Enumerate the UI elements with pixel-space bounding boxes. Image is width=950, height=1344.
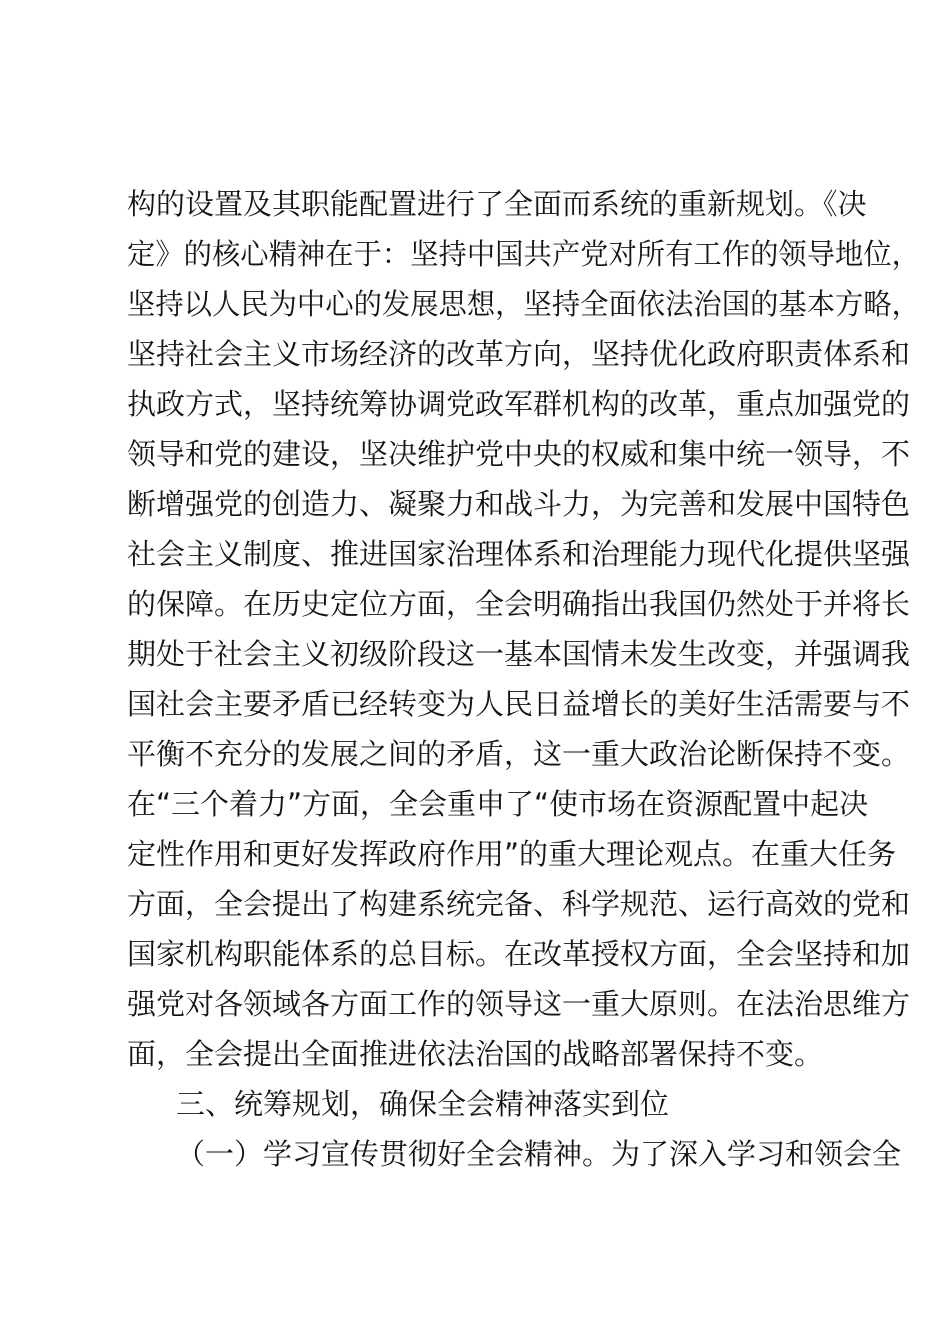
- text-line: 国社会主要矛盾已经转变为人民日益增长的美好生活需要与不: [127, 687, 911, 721]
- section-heading: 三、统筹规划，确保全会精神落实到位: [176, 1087, 670, 1121]
- text-line: 定》的核心精神在于：坚持中国共产党对所有工作的领导地位，: [127, 237, 921, 271]
- text-line: 国家机构职能体系的总目标。在改革授权方面，全会坚持和加: [127, 937, 911, 971]
- text-line: 坚持以人民为中心的发展思想，坚持全面依法治国的基本方略，: [127, 287, 921, 321]
- text-line: 社会主义制度、推进国家治理体系和治理能力现代化提供坚强: [127, 537, 911, 571]
- text-line: 断增强党的创造力、凝聚力和战斗力，为完善和发展中国特色: [127, 487, 911, 521]
- text-line: 领导和党的建设，坚决维护党中央的权威和集中统一领导，不: [127, 437, 911, 471]
- text-line: 强党对各领域各方面工作的领导这一重大原则。在法治思维方: [127, 987, 911, 1021]
- text-line: 坚持社会主义市场经济的改革方向，坚持优化政府职责体系和: [127, 337, 911, 371]
- text-line: 方面，全会提出了构建系统完备、科学规范、运行高效的党和: [127, 887, 911, 921]
- text-line: 的保障。在历史定位方面，全会明确指出我国仍然处于并将长: [127, 587, 911, 621]
- text-line: 构的设置及其职能配置进行了全面而系统的重新规划。《决: [127, 187, 867, 221]
- text-line: 平衡不充分的发展之间的矛盾，这一重大政治论断保持不变。: [127, 737, 911, 771]
- text-line: 在“三个着力”方面，全会重申了“使市场在资源配置中起决: [127, 787, 869, 821]
- text-line: 定性作用和更好发挥政府作用”的重大理论观点。在重大任务: [127, 837, 897, 871]
- text-line: 执政方式，坚持统筹协调党政军群机构的改革，重点加强党的: [127, 387, 911, 421]
- subsection-heading-line: （一）学习宣传贯彻好全会精神。为了深入学习和领会全: [176, 1137, 902, 1171]
- text-line: 期处于社会主义初级阶段这一基本国情未发生改变，并强调我: [127, 637, 911, 671]
- text-line: 面，全会提出全面推进依法治国的战略部署保持不变。: [127, 1037, 824, 1071]
